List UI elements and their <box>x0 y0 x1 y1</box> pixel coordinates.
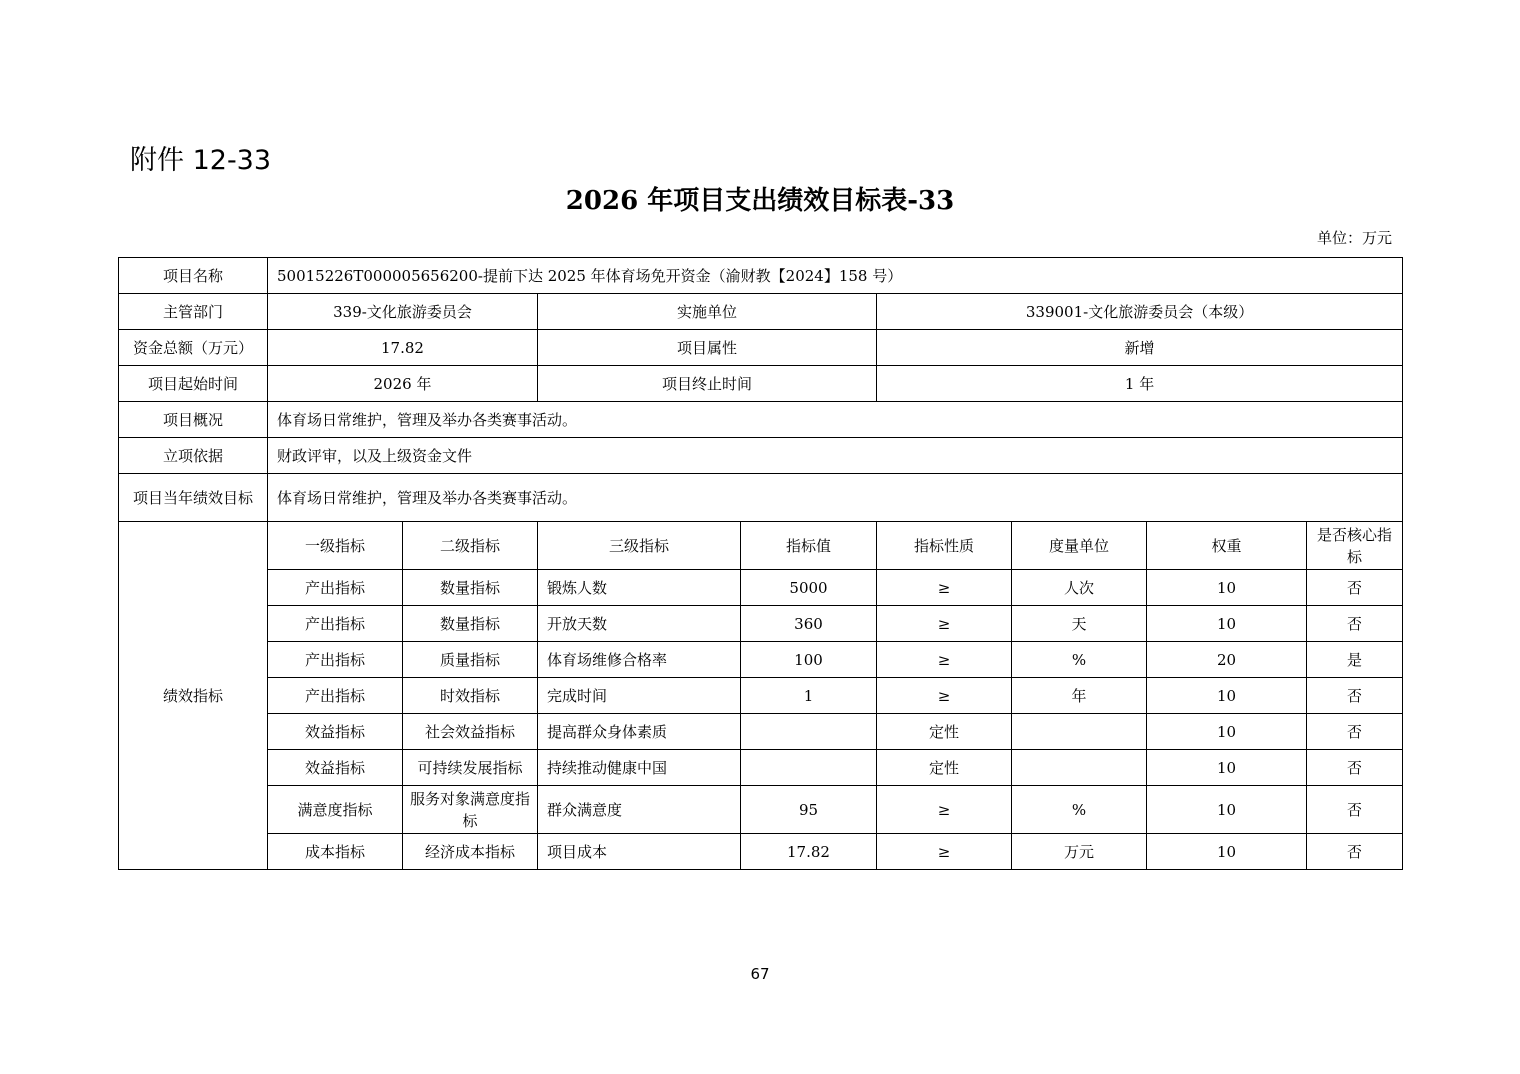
core-cell: 否 <box>1307 606 1403 642</box>
project-name-value: 50015226T000005656200-提前下达 2025 年体育场免开资金（渝财教【2024】158 号） <box>268 258 1403 294</box>
level3-cell: 锻炼人数 <box>538 570 741 606</box>
core-cell: 否 <box>1307 750 1403 786</box>
implementing-unit-label: 实施单位 <box>538 294 877 330</box>
value-cell: 5000 <box>741 570 877 606</box>
weight-cell: 10 <box>1147 750 1307 786</box>
row-department <box>119 294 1403 330</box>
value-cell <box>741 714 877 750</box>
row-time <box>119 366 1403 402</box>
annual-goal-label: 项目当年绩效目标 <box>119 474 268 522</box>
level3-cell: 开放天数 <box>538 606 741 642</box>
unit-cell: % <box>1012 786 1147 834</box>
row-overview <box>119 402 1403 438</box>
indicator-row <box>119 834 1403 870</box>
project-attribute-value: 新增 <box>877 330 1403 366</box>
level1-cell: 满意度指标 <box>268 786 403 834</box>
nature-cell: ≥ <box>877 642 1012 678</box>
unit-cell: 人次 <box>1012 570 1147 606</box>
level2-cell: 经济成本指标 <box>403 834 538 870</box>
indicator-row <box>119 570 1403 606</box>
nature-cell: ≥ <box>877 678 1012 714</box>
weight-cell: 10 <box>1147 606 1307 642</box>
row-basis <box>119 438 1403 474</box>
weight-cell: 10 <box>1147 570 1307 606</box>
level2-cell: 社会效益指标 <box>403 714 538 750</box>
indicator-row <box>119 678 1403 714</box>
nature-cell: ≥ <box>877 786 1012 834</box>
start-time-value: 2026 年 <box>268 366 538 402</box>
basis-label: 立项依据 <box>119 438 268 474</box>
header-level3: 三级指标 <box>538 522 741 570</box>
weight-cell: 20 <box>1147 642 1307 678</box>
row-fund <box>119 330 1403 366</box>
value-cell: 100 <box>741 642 877 678</box>
page-number: 67 <box>750 965 770 983</box>
basis-value: 财政评审，以及上级资金文件 <box>268 438 1403 474</box>
core-cell: 否 <box>1307 714 1403 750</box>
core-cell: 否 <box>1307 834 1403 870</box>
level1-cell: 成本指标 <box>268 834 403 870</box>
unit-cell: 年 <box>1012 678 1147 714</box>
level1-cell: 产出指标 <box>268 678 403 714</box>
core-cell: 否 <box>1307 678 1403 714</box>
level2-cell: 服务对象满意度指标 <box>403 786 538 834</box>
level2-cell: 质量指标 <box>403 642 538 678</box>
overview-label: 项目概况 <box>119 402 268 438</box>
value-cell <box>741 750 877 786</box>
level3-cell: 完成时间 <box>538 678 741 714</box>
department-value: 339-文化旅游委员会 <box>268 294 538 330</box>
nature-cell: ≥ <box>877 834 1012 870</box>
level3-cell: 提高群众身体素质 <box>538 714 741 750</box>
value-cell: 1 <box>741 678 877 714</box>
header-level2: 二级指标 <box>403 522 538 570</box>
value-cell: 95 <box>741 786 877 834</box>
level3-cell: 持续推动健康中国 <box>538 750 741 786</box>
fund-total-label: 资金总额（万元） <box>119 330 268 366</box>
attachment-label: 附件 12-33 <box>130 145 272 176</box>
end-time-value: 1 年 <box>877 366 1403 402</box>
overview-value: 体育场日常维护，管理及举办各类赛事活动。 <box>268 402 1403 438</box>
unit-cell <box>1012 714 1147 750</box>
level3-cell: 项目成本 <box>538 834 741 870</box>
row-project-name <box>119 258 1403 294</box>
nature-cell: ≥ <box>877 570 1012 606</box>
start-time-label: 项目起始时间 <box>119 366 268 402</box>
weight-cell: 10 <box>1147 678 1307 714</box>
level2-cell: 数量指标 <box>403 606 538 642</box>
level3-cell: 体育场维修合格率 <box>538 642 741 678</box>
unit-cell: 万元 <box>1012 834 1147 870</box>
level3-cell: 群众满意度 <box>538 786 741 834</box>
weight-cell: 10 <box>1147 834 1307 870</box>
header-level1: 一级指标 <box>268 522 403 570</box>
level1-cell: 产出指标 <box>268 570 403 606</box>
end-time-label: 项目终止时间 <box>538 366 877 402</box>
value-cell: 360 <box>741 606 877 642</box>
core-cell: 否 <box>1307 570 1403 606</box>
header-unit: 度量单位 <box>1012 522 1147 570</box>
unit-label: 单位：万元 <box>1316 229 1392 247</box>
indicator-row <box>119 642 1403 678</box>
unit-cell: % <box>1012 642 1147 678</box>
project-attribute-label: 项目属性 <box>538 330 877 366</box>
indicators-section-label: 绩效指标 <box>119 522 268 870</box>
annual-goal-value: 体育场日常维护，管理及举办各类赛事活动。 <box>268 474 1403 522</box>
indicator-row <box>119 606 1403 642</box>
level2-cell: 时效指标 <box>403 678 538 714</box>
header-nature: 指标性质 <box>877 522 1012 570</box>
row-annual-goal <box>119 474 1403 522</box>
header-core: 是否核心指标 <box>1307 522 1403 570</box>
level1-cell: 产出指标 <box>268 606 403 642</box>
unit-cell: 天 <box>1012 606 1147 642</box>
department-label: 主管部门 <box>119 294 268 330</box>
weight-cell: 10 <box>1147 714 1307 750</box>
core-cell: 否 <box>1307 786 1403 834</box>
performance-target-table <box>118 257 1403 870</box>
level1-cell: 产出指标 <box>268 642 403 678</box>
indicator-row <box>119 786 1403 834</box>
project-name-label: 项目名称 <box>119 258 268 294</box>
indicator-row <box>119 714 1403 750</box>
nature-cell: ≥ <box>877 606 1012 642</box>
header-value: 指标值 <box>741 522 877 570</box>
nature-cell: 定性 <box>877 714 1012 750</box>
header-weight: 权重 <box>1147 522 1307 570</box>
level1-cell: 效益指标 <box>268 750 403 786</box>
nature-cell: 定性 <box>877 750 1012 786</box>
level2-cell: 可持续发展指标 <box>403 750 538 786</box>
value-cell: 17.82 <box>741 834 877 870</box>
indicator-row <box>119 750 1403 786</box>
unit-cell <box>1012 750 1147 786</box>
implementing-unit-value: 339001-文化旅游委员会（本级） <box>877 294 1403 330</box>
level2-cell: 数量指标 <box>403 570 538 606</box>
indicator-header-row <box>119 522 1403 570</box>
weight-cell: 10 <box>1147 786 1307 834</box>
core-cell: 是 <box>1307 642 1403 678</box>
level1-cell: 效益指标 <box>268 714 403 750</box>
fund-total-value: 17.82 <box>268 330 538 366</box>
document-title: 2026 年项目支出绩效目标表-33 <box>565 186 955 216</box>
